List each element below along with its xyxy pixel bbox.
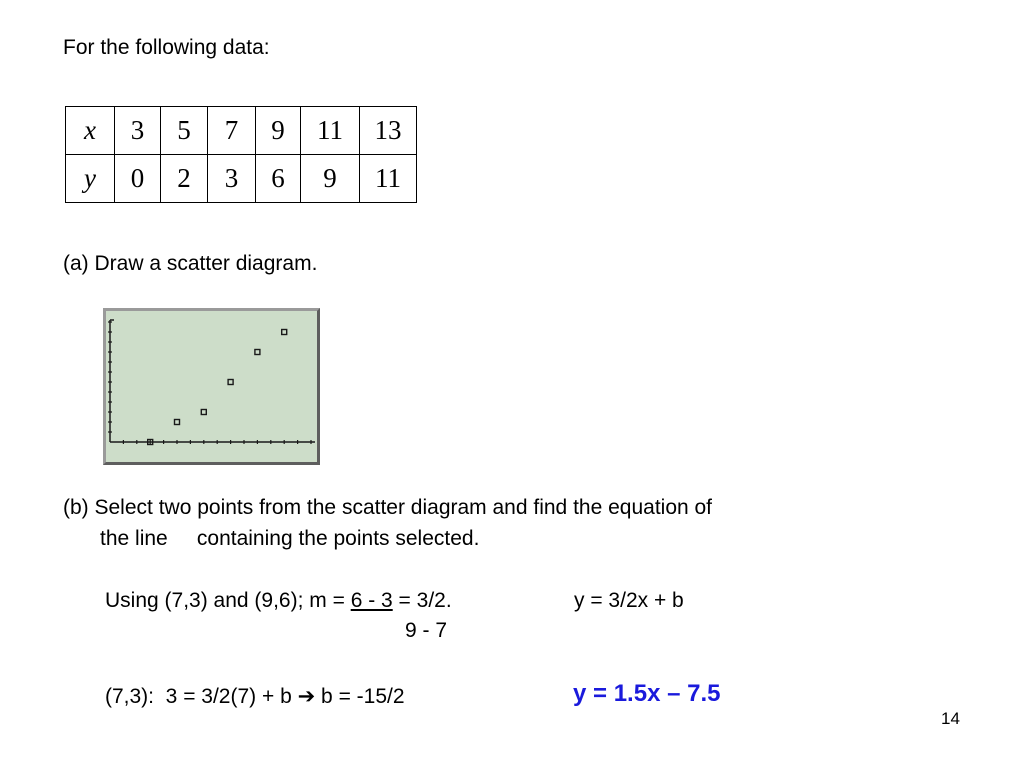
slope-prefix: Using (7,3) and (9,6); m = [105, 589, 351, 612]
y-value-cell: 0 [115, 155, 161, 203]
page-number: 14 [941, 709, 960, 728]
part-b-text-line1: (b) Select two points from the scatter diagram and find the equation of [63, 496, 713, 519]
right-arrow-icon: ➔ [297, 685, 316, 708]
y-value-cell: 2 [161, 155, 208, 203]
data-table [65, 106, 417, 203]
intercept-calculation [105, 684, 405, 709]
y-value-cell: 11 [360, 155, 417, 203]
slope-intercept-form: y = 3/2x + b [574, 589, 684, 612]
part-b-text-line2: the line containing the points selected. [100, 527, 480, 550]
scatter-points [148, 330, 287, 445]
x-value-cell: 11 [301, 107, 360, 155]
y-label-cell: y [66, 155, 115, 203]
scatter-point [228, 380, 233, 385]
y-value-cell: 9 [301, 155, 360, 203]
intercept-step: (7,3): 3 = 3/2(7) + b [105, 685, 298, 708]
scatter-plot-svg [106, 311, 317, 462]
slope-calculation [105, 589, 452, 613]
scatter-point [175, 420, 180, 425]
x-value-cell: 3 [115, 107, 161, 155]
x-value-cell: 9 [256, 107, 301, 155]
intro-text: For the following data: [63, 36, 270, 59]
y-value-cell: 3 [208, 155, 256, 203]
slope-suffix: = 3/2. [392, 589, 452, 612]
final-answer: y = 1.5x – 7.5 [573, 680, 721, 707]
table-row [66, 107, 417, 155]
scatter-point [201, 410, 206, 415]
y-value-cell: 6 [256, 155, 301, 203]
x-value-cell: 5 [161, 107, 208, 155]
calculator-scatter-plot [103, 308, 320, 465]
scatter-point [282, 330, 287, 335]
axis-ticks [108, 322, 311, 444]
x-value-cell: 7 [208, 107, 256, 155]
intercept-result: b = -15/2 [315, 685, 405, 708]
slope-denominator: 9 - 7 [405, 619, 448, 642]
scatter-point [255, 350, 260, 355]
part-a-text: (a) Draw a scatter diagram. [63, 252, 318, 275]
x-label-cell: x [66, 107, 115, 155]
table-row [66, 155, 417, 203]
slope-numerator: 6 - 3 [350, 589, 393, 612]
x-value-cell: 13 [360, 107, 417, 155]
